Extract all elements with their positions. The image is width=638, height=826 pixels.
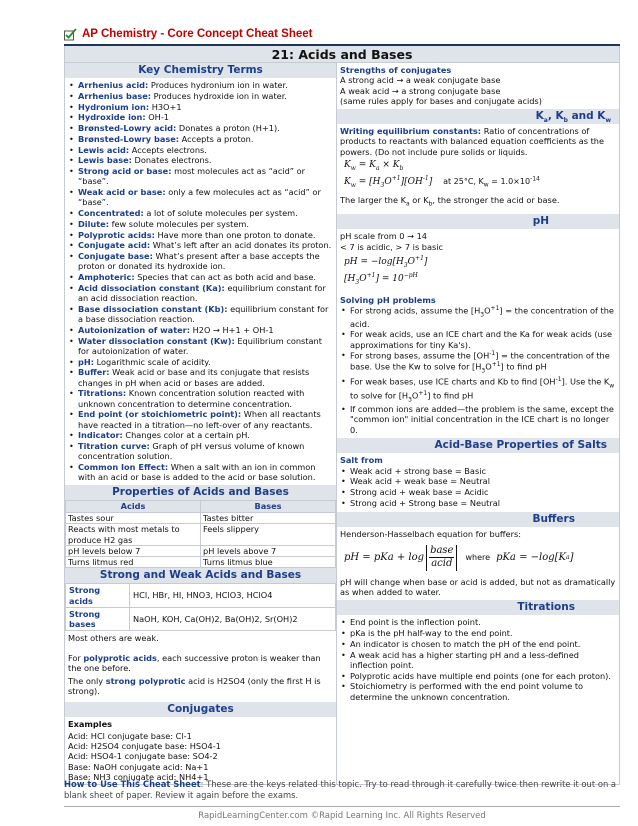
props-cell: Turns litmus red — [66, 557, 201, 568]
term-definition: Known concentration solution reacted with unknown concentration to determine concentration. — [78, 388, 305, 409]
titration-item: • Stoichiometry is performed with the end point volume to determine the unknown concentration. — [340, 681, 616, 702]
term-keyword: Arrhenius acid: — [78, 80, 149, 90]
term-definition: When all reactants have reacted in a titration—no left-over of any reactants. — [78, 409, 321, 430]
props-table — [65, 500, 336, 568]
conj-example: Acid: HSO4-1 conjugate base: SO4-2 — [68, 751, 218, 762]
soc-title: Strengths of conjugates — [340, 65, 452, 75]
term-keyword: Brønsted-Lowry base: — [78, 133, 180, 144]
term-keyword: Common Ion Effect: — [78, 462, 169, 472]
props-cell: Tastes sour — [66, 513, 201, 524]
ph-line: < 7 is acidic, > 7 is basic — [340, 241, 444, 252]
ph-line: pH scale from 0 → 14 — [340, 231, 428, 242]
tit-title: Titrations — [337, 600, 619, 615]
term-item — [68, 123, 333, 133]
term-definition: Donates electrons. — [131, 155, 212, 166]
props-cell: pH levels below 7 — [66, 545, 201, 556]
term-keyword: Hydronium ion: — [78, 101, 150, 112]
term-definition: H3O+1 — [149, 101, 182, 112]
term-keyword: Concentrated: — [78, 208, 144, 218]
terms-list — [68, 80, 333, 483]
cheat-sheet — [64, 24, 620, 785]
term-item — [68, 134, 333, 144]
term-item — [68, 240, 333, 250]
soc-line: A weak acid → a strong conjugate base — [340, 85, 501, 96]
sw-note: Most others are weak. — [68, 633, 159, 644]
topic-title: 21: Acids and Bases — [64, 46, 620, 63]
term-definition: Produces hydroxide ion in water. — [151, 90, 287, 101]
ph-solve-item: • For weak bases, use ICE charts and Kb to find $[OH^{-1}]$. Use the $K_w$ to solve for $[H_3O^{+1}]$ to find pH — [340, 376, 616, 404]
term-definition: What’s left after an acid donates its proton. — [150, 240, 332, 251]
term-keyword: Polyprotic acids: — [78, 229, 155, 240]
term-keyword: Lewis acid: — [78, 144, 130, 155]
term-definition: OH-1 — [145, 112, 169, 123]
tit-list — [340, 617, 616, 702]
term-keyword: Brønsted-Lowry acid: — [78, 123, 177, 133]
conj-examples — [68, 731, 333, 782]
term-keyword: pH: — [78, 356, 94, 367]
term-definition: Donates a proton (H+1). — [176, 123, 280, 133]
term-definition: Accepts a proton. — [179, 133, 254, 144]
props-cell: Turns litmus blue — [201, 557, 336, 568]
right-column — [337, 63, 619, 784]
poly-note-1: For polyprotic acids, each successive proton is weaker than the one before. — [68, 652, 321, 673]
term-keyword: Indicator: — [78, 430, 123, 441]
term-definition: Species that can act as both acid and base. — [134, 272, 317, 282]
k-formula-1: $K_w = K_a \times K_b$ — [344, 159, 404, 172]
term-keyword: Conjugate acid: — [78, 240, 151, 251]
checkbox-pencil-icon — [64, 28, 78, 41]
salt-item: • Strong acid + Strong base = Neutral — [340, 498, 616, 508]
term-definition: Changes color at a certain pH. — [122, 430, 250, 441]
salt-title: Acid-Base Properties of Salts — [337, 438, 619, 453]
term-keyword: Arrhenius base: — [78, 90, 152, 101]
term-item — [68, 187, 333, 208]
term-item — [68, 272, 333, 282]
term-item — [68, 91, 333, 101]
conj-example: Base: NH3 conjugate acid: NH4+1 — [68, 771, 209, 782]
term-item — [68, 357, 333, 367]
props-row — [66, 557, 336, 568]
soc-line: A strong acid → a weak conjugate base — [340, 75, 501, 86]
term-item — [68, 208, 333, 218]
sw-row — [66, 584, 336, 608]
term-keyword: Weak acid or base: — [78, 187, 166, 197]
term-item — [68, 441, 333, 462]
term-item — [68, 367, 333, 388]
term-item — [68, 409, 333, 430]
term-definition: Accepts electrons. — [129, 144, 207, 155]
props-row — [66, 545, 336, 556]
ph-formula-2: $[H_3O^{+1}] = 10^{-pH}$ — [344, 272, 418, 287]
term-item — [68, 230, 333, 240]
term-definition: Graph of pH versus volume of known concentration solution. — [78, 441, 305, 462]
ph-solve-item: • For strong bases, assume the $[OH^{-1}]$ = the concentration of the base. Use the Kw to solve for $[H_3O^{+1}]$ to find pH — [340, 350, 616, 375]
term-item — [68, 145, 333, 155]
term-item — [68, 251, 333, 272]
ph-solve-list — [340, 305, 616, 435]
term-keyword: Water dissociation constant (Kw): — [78, 335, 235, 346]
props-row — [66, 513, 336, 524]
term-item — [68, 112, 333, 122]
conj-example: Acid: HCl conjugate base: Cl-1 — [68, 730, 192, 741]
sheet-title: AP Chemistry - Core Concept Cheat Sheet — [82, 27, 313, 40]
salt-item: • Weak acid + strong base = Basic — [340, 466, 616, 476]
how-to-use: How to Use This Cheat Sheet: These are the keys related this topic. Try to read through it carefully twice then rewrite it out on a blank sheet of paper. Review it again before the exams. — [64, 779, 617, 800]
term-item — [68, 155, 333, 165]
term-item — [68, 325, 333, 335]
term-keyword: Hydroxide ion: — [78, 112, 146, 123]
salt-item: • Weak acid + weak base = Neutral — [340, 476, 616, 486]
buf-note: pH will change when base or acid is added, but not as dramatically as when added to water. — [340, 576, 616, 598]
term-item — [68, 283, 333, 304]
soc-lines — [340, 75, 616, 106]
props-row — [66, 524, 336, 546]
sw-table — [65, 583, 336, 631]
footer: RapidLearningCenter.com ©Rapid Learning Inc. All Rights Reserved — [198, 811, 486, 821]
conj-example: Acid: H2SO4 conjugate base: HSO4-1 — [68, 741, 221, 751]
term-definition: most molecules act as “acid” or “base”. — [78, 166, 306, 187]
props-cell: pH levels above 7 — [201, 545, 336, 556]
term-keyword: Amphoteric: — [78, 272, 135, 282]
term-definition: When a salt with an ion in common with an acid or base is added to the acid or base solution. — [78, 462, 316, 483]
ph-lines — [340, 231, 616, 252]
buf-title: Buffers — [337, 512, 619, 527]
sw-label: Strong bases — [66, 607, 130, 631]
term-definition: equilibrium constant for a base dissociation reaction. — [78, 303, 329, 324]
term-keyword: Strong acid or base: — [78, 166, 172, 176]
term-keyword: Autoionization of water: — [78, 324, 190, 335]
ph-solve-item: • For strong acids, assume the $[H_3O^{+1}]$ = the concentration of the acid. — [340, 305, 616, 329]
term-keyword: Acid dissociation constant (Ka): — [78, 282, 225, 293]
titration-item: • pKa is the pH half-way to the end point. — [340, 628, 616, 638]
footer-divider — [64, 806, 620, 807]
sw-value: HCl, HBr, HI, HNO3, HClO3, HClO4 — [130, 584, 336, 608]
titration-item: • An indicator is chosen to match the pH of the end point. — [340, 639, 616, 649]
term-item — [68, 166, 333, 187]
ph-title: pH — [337, 214, 619, 229]
conj-title: Conjugates — [65, 702, 336, 717]
term-keyword: Lewis base: — [78, 155, 132, 166]
ph-formula-1: pH = $-\log[H_3O^{+1}]$ — [344, 254, 428, 269]
sw-label: Strong acids — [66, 584, 130, 608]
term-item — [68, 462, 333, 483]
term-item — [68, 304, 333, 325]
term-item — [68, 336, 333, 357]
hh-equation: pH = pKa + log $\frac{\text{base}}{\text{acid}}$ where pKa = −log[K a ] — [344, 544, 574, 570]
term-keyword: Titrations: — [78, 388, 127, 399]
titration-item: • End point is the inflection point. — [340, 617, 616, 627]
salt-from: Salt from — [340, 455, 383, 466]
term-keyword: Dilute: — [78, 218, 109, 229]
term-item — [68, 219, 333, 229]
buf-intro: Henderson-Hasselbach equation for buffers: — [340, 528, 521, 539]
k-description: Writing equilibrium constants: Ratio of concentrations of products to reactants with balanced equation coefficients as the powers. (Do not include pure solids or liquids. — [340, 126, 605, 157]
term-definition: Have more than one proton to donate. — [154, 229, 316, 240]
props-title: Properties of Acids and Bases — [65, 485, 336, 500]
props-cell: Feels slippery — [201, 524, 336, 546]
header — [64, 24, 620, 46]
term-definition: H2O → H+1 + OH-1 — [190, 324, 274, 335]
k-formula-2-note: at 25°C, $K_w = 1.0\times 10^{-14}$ — [443, 175, 540, 189]
term-keyword: Buffer: — [78, 367, 110, 378]
term-keyword: End point (or stoichiometric point): — [78, 409, 242, 420]
term-definition: equilibrium constant for an acid dissociation reaction. — [78, 282, 326, 303]
k-note: The larger the $K_a$ or $K_b$, the stronger the acid or base. — [340, 195, 560, 208]
term-definition: Logarithmic scale of acidity. — [94, 356, 211, 367]
term-definition: a lot of solute molecules per system. — [143, 208, 298, 218]
salt-list — [340, 466, 616, 509]
titration-item: • Polyprotic acids have multiple end points (one for each proton). — [340, 671, 616, 681]
term-definition: What’s present after a base accepts the proton or donated its hydroxide ion. — [78, 251, 320, 272]
term-definition: few solute molecules per system. — [108, 218, 249, 229]
sw-title: Strong and Weak Acids and Bases — [65, 568, 336, 583]
terms-title: Key Chemistry Terms — [65, 63, 336, 78]
soc-line: (same rules apply for bases and conjugate acids) — [340, 95, 542, 106]
titration-item: • A weak acid has a higher starting pH and a less-defined inflection point. — [340, 650, 616, 671]
ph-solve-item: • For weak acids, use an ICE chart and the Ka for weak acids (use approximations for tiny Ka's). — [340, 329, 616, 350]
term-item — [68, 388, 333, 409]
conj-example: Base: NaOH conjugate acid: Na+1 — [68, 761, 209, 772]
sw-row — [66, 607, 336, 631]
props-cell: Reacts with most metals to produce H2 gas — [66, 524, 201, 546]
props-header-acids: Acids — [66, 501, 201, 513]
term-item — [68, 430, 333, 440]
left-column — [65, 63, 337, 784]
term-keyword: Base dissociation constant (Kb): — [78, 303, 228, 314]
term-item — [68, 80, 333, 90]
props-cell: Tastes bitter — [201, 513, 336, 524]
props-header-bases: Bases — [201, 501, 336, 513]
ph-solve-item: • If common ions are added—the problem is the same, except the "common ion" initial concentration in the ICE chart is no longer 0. — [340, 404, 616, 435]
term-definition: Weak acid or base and its conjugate that resists changes in pH when acid or bases are added. — [78, 367, 310, 388]
salt-item: • Strong acid + weak base = Acidic — [340, 487, 616, 497]
ph-solve-title: Solving pH problems — [340, 294, 436, 305]
term-definition: Equilibrium constant for autoionization of water. — [78, 335, 322, 356]
term-definition: only a few molecules act as “acid” or “base”. — [78, 187, 321, 208]
sw-value: NaOH, KOH, Ca(OH)2, Ba(OH)2, Sr(OH)2 — [130, 607, 336, 631]
conj-examples-title: Examples — [68, 718, 113, 729]
term-keyword: Titration curve: — [78, 441, 150, 451]
term-item — [68, 102, 333, 112]
k-title: $K_a$, $K_b$ and $K_w$ — [337, 109, 619, 124]
k-formula-2: $K_w = [H_3O^{+1}][OH^{-1}]$ at 25°C, $K_w = 1.0\times 10^{-14}$ — [344, 175, 540, 189]
term-definition: Produces hydronium ion in water. — [148, 80, 288, 90]
poly-note-2: The only strong polyprotic acid is H2SO4 (only the first H is strong). — [68, 676, 321, 697]
term-keyword: Conjugate base: — [78, 251, 153, 261]
